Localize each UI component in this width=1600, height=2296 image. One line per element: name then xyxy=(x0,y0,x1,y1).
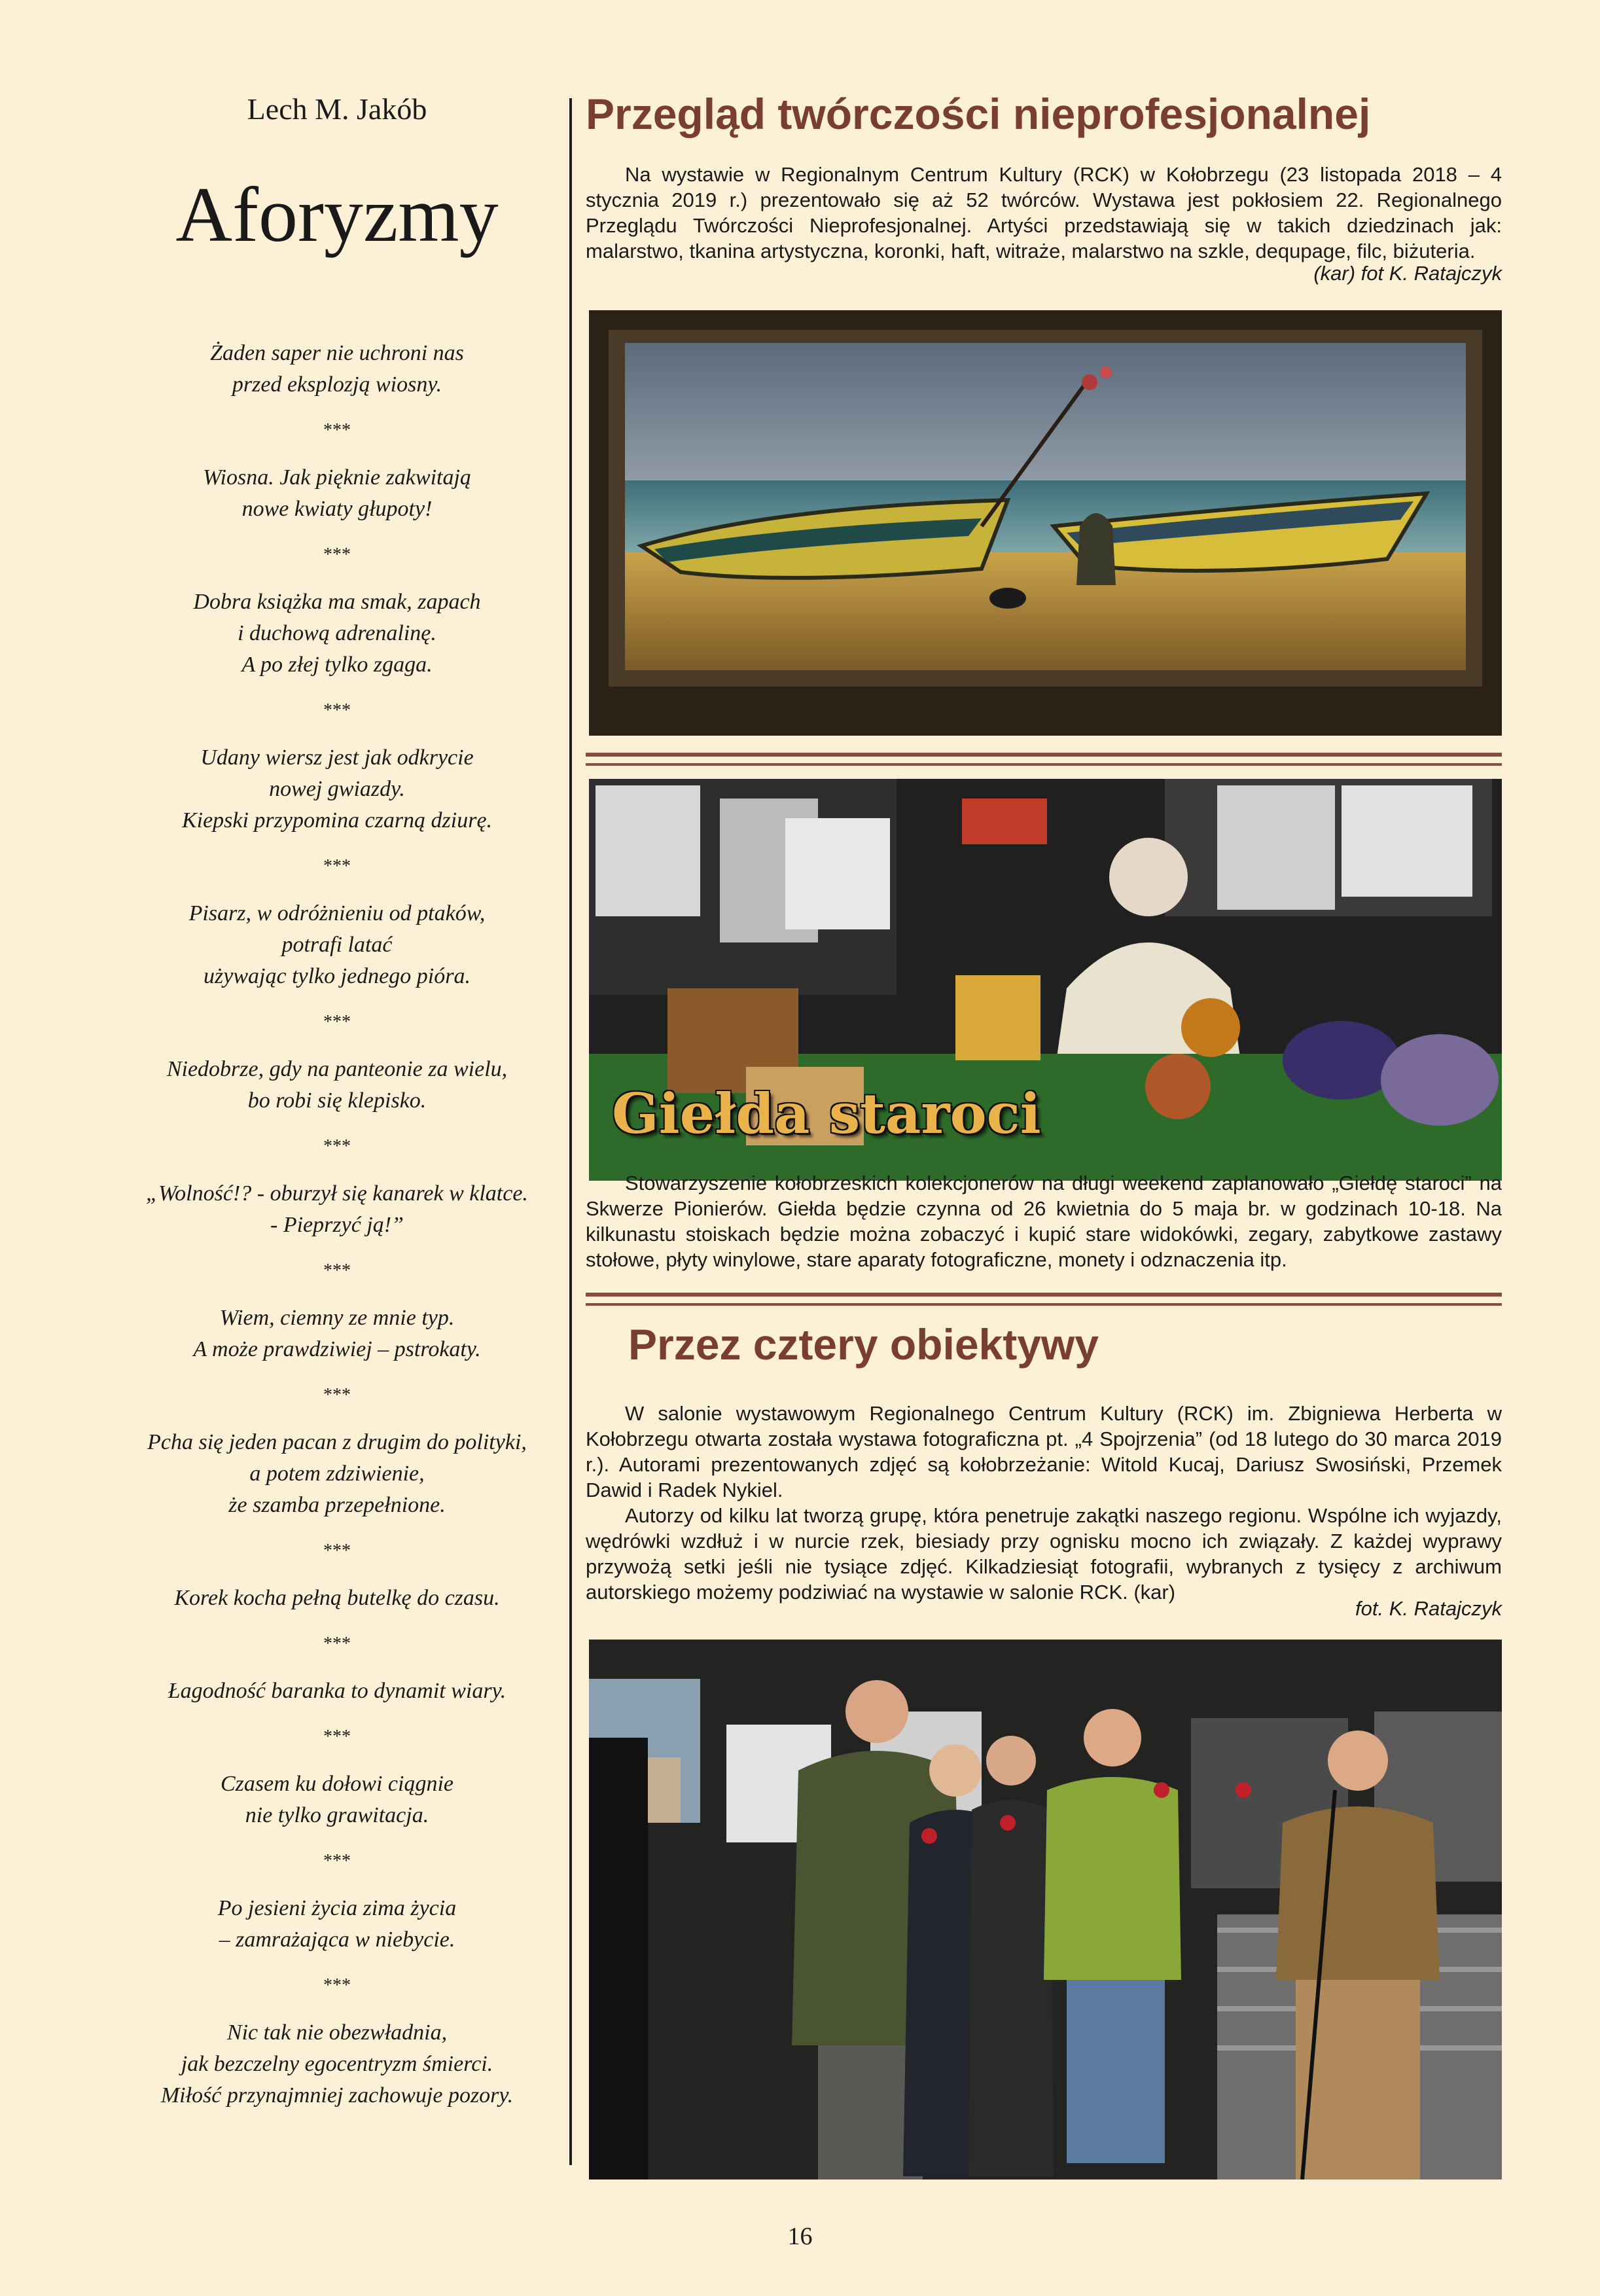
aphorism-separator: *** xyxy=(323,1727,351,1747)
aphorism xyxy=(98,1893,576,1956)
aphorism-line: Udany wiersz jest jak odkrycie xyxy=(200,745,474,770)
aphorism-line: Nic tak nie obezwładnia, xyxy=(226,2020,448,2045)
section-rule xyxy=(586,753,1502,757)
aphorism xyxy=(98,1302,576,1365)
aphorism xyxy=(98,742,576,836)
page-number: 16 xyxy=(787,2223,813,2250)
aphorism xyxy=(98,586,576,681)
article3-paragraph: W salonie wystawowym Regionalnego Centrum Kultury (RCK) im. Zbigniewa Herberta w Kołobrzegu otwarta została wystawa fotograficzna pt. „4 Spojrzenia” (od 18 lutego do 30 marca 2019 r.). Autorami prezentowanych zdjęć są kołobrzeżanie: Witold Kucaj, Dariusz Swosiński, Przemek Dawid i Radek Nykiel. xyxy=(586,1402,1502,1501)
aphorism-line: A może prawdziwiej – pstrokaty. xyxy=(193,1337,481,1361)
aphorism xyxy=(98,2017,576,2111)
painting-illustration xyxy=(589,310,1502,736)
aphorism xyxy=(98,898,576,992)
aphorism-separator: *** xyxy=(323,1136,351,1157)
aphorism-separator: *** xyxy=(323,545,351,565)
aphorism-separator: *** xyxy=(323,1851,351,1871)
aphorism-line: nowej gwiazdy. xyxy=(269,777,405,801)
aphorism-line: „Wolność!? - oburzył się kanarek w klatce. xyxy=(146,1181,528,1206)
aphorism-line: Dobra książka ma smak, zapach xyxy=(193,590,481,614)
section-rule xyxy=(586,1293,1502,1297)
aphorism xyxy=(98,1178,576,1241)
aphorism-separator: *** xyxy=(323,420,351,440)
aphorism-line: a potem zdziwienie, xyxy=(249,1462,425,1486)
aphorism-separator: *** xyxy=(323,1261,351,1281)
aphorism-separator: *** xyxy=(323,700,351,721)
aphorism-separator: *** xyxy=(323,856,351,876)
aphorism-line: przed eksplozją wiosny. xyxy=(232,372,442,397)
aphorism-line: Czasem ku dołowi ciągnie xyxy=(220,1772,454,1796)
aphorism-line: potrafi latać xyxy=(281,933,393,957)
section-rule xyxy=(586,1303,1502,1306)
aphorism-line: Niedobrze, gdy na panteonie za wielu, xyxy=(166,1057,508,1081)
article1-credit: (kar) fot K. Ratajczyk xyxy=(1313,262,1502,285)
aphorism-line: Wiem, ciemny ze mnie typ. xyxy=(219,1306,455,1330)
aphorism-line: A po złej tylko zgaga. xyxy=(241,653,433,677)
exit-sign xyxy=(962,798,1047,844)
aphorisms-title: Aforyzmy xyxy=(175,171,499,258)
aphorism xyxy=(98,1676,576,1707)
aphorism-line: Kiepski przypomina czarną dziurę. xyxy=(181,808,493,833)
aphorism-line: Miłość przynajmniej zachowuje pozory. xyxy=(160,2083,514,2108)
aphorism-line: Pisarz, w odróżnieniu od ptaków, xyxy=(188,901,486,925)
exhibition-illustration xyxy=(589,1640,1502,2179)
aphorism xyxy=(98,1768,576,1831)
article3-credit: fot. K. Ratajczyk xyxy=(1355,1597,1502,1620)
aphorism-line: nowe kwiaty głupoty! xyxy=(241,497,433,521)
aphorism-line: używając tylko jednego pióra. xyxy=(204,964,471,988)
aphorism-line: jak bezczelny egocentryzm śmierci. xyxy=(181,2052,493,2076)
column-divider xyxy=(569,98,572,2165)
antiques-fair-title: Giełda staroci xyxy=(612,1081,1041,1146)
painting-photo xyxy=(589,310,1502,736)
aphorism xyxy=(98,1583,576,1614)
article3-body xyxy=(586,1401,1502,1605)
aphorism-line: nie tylko grawitacja. xyxy=(245,1803,429,1827)
aphorism-line: Wiosna. Jak pięknie zakwitają xyxy=(203,465,471,490)
aphorism-separator: *** xyxy=(323,1541,351,1561)
aphorism-separator: *** xyxy=(323,1975,351,1996)
article1-body: Na wystawie w Regionalnym Centrum Kultury (RCK) w Kołobrzegu (23 listopada 2018 – 4 stycznia 2019 r.) prezentowało się aż 52 twórców. Wystawa jest pokłosiem 22. Regionalnego Przeglądu Twórczości Nieprofesjonalnej. Artyści przedstawiają się w takich dziedzinach jak: malarstwo, tkanina artystyczna, koronki, haft, witraże, malarstwo na szkle, dequpage, filc, biżuteria. xyxy=(586,163,1502,262)
aphorism-line: bo robi się klepisko. xyxy=(247,1088,427,1113)
aphorisms-list xyxy=(98,338,576,2111)
article1-title: Przegląd twórczości nieprofesjonalnej xyxy=(586,90,1371,138)
author-name: Lech M. Jakób xyxy=(247,92,427,126)
aphorism-separator: *** xyxy=(323,1385,351,1405)
aphorism-line: - Pieprzyć ją!” xyxy=(270,1213,404,1237)
exhibition-photo xyxy=(589,1640,1502,2179)
aphorism xyxy=(98,1054,576,1117)
aphorism-line: Żaden saper nie uchroni nas xyxy=(210,341,464,365)
aphorism-line: Po jesieni życia zima życia xyxy=(217,1896,457,1920)
article3-paragraph: Autorzy od kilku lat tworzą grupę, która penetruje zakątki naszego regionu. Wspólne ich wyjazdy, wędrówki wzdłuż i w nurcie rzek, biesiady przy ognisku mocno ich związały. Z każdej wyprawy przywożą setki jeśli nie tysiące zdjęć. Kilkadziesiąt fotografii, wybranych z tysięcy z archiwum autorskiego możemy podziwiać na wystawie w salonie RCK. (kar) xyxy=(586,1504,1502,1604)
aphorism-line: Pcha się jeden pacan z drugim do polityki, xyxy=(147,1430,527,1454)
aphorism-line: i duchową adrenalinę. xyxy=(238,621,436,645)
aphorism-line: – zamrażająca w niebycie. xyxy=(219,1928,455,1952)
aphorism-separator: *** xyxy=(323,1012,351,1032)
article2-body: Stowarzyszenie kołobrzeskich kolekcjonerów na długi weekend zaplanowało „Giełdę staroci” na Skwerze Pionierów. Giełda będzie czynna od 26 kwietnia do 5 maja br. w godzinach 10-18. Na kilkunastu stoiskach będzie można zobaczyć i kupić stare widokówki, zegary, zabytkowe zastawy stołowe, płyty winylowe, stare aparaty fotograficzne, monety i odznaczenia itp. xyxy=(586,1172,1502,1271)
aphorism-line: że szamba przepełnione. xyxy=(228,1493,446,1517)
aphorism-line: Korek kocha pełną butelkę do czasu. xyxy=(174,1586,500,1610)
article3-title: Przez cztery obiektywy xyxy=(628,1320,1099,1369)
aphorism-separator: *** xyxy=(323,1634,351,1654)
aphorism xyxy=(98,338,576,401)
aphorism xyxy=(98,1427,576,1521)
aphorism-line: Łagodność baranka to dynamit wiary. xyxy=(168,1679,507,1703)
section-rule xyxy=(586,763,1502,766)
aphorism xyxy=(98,462,576,525)
